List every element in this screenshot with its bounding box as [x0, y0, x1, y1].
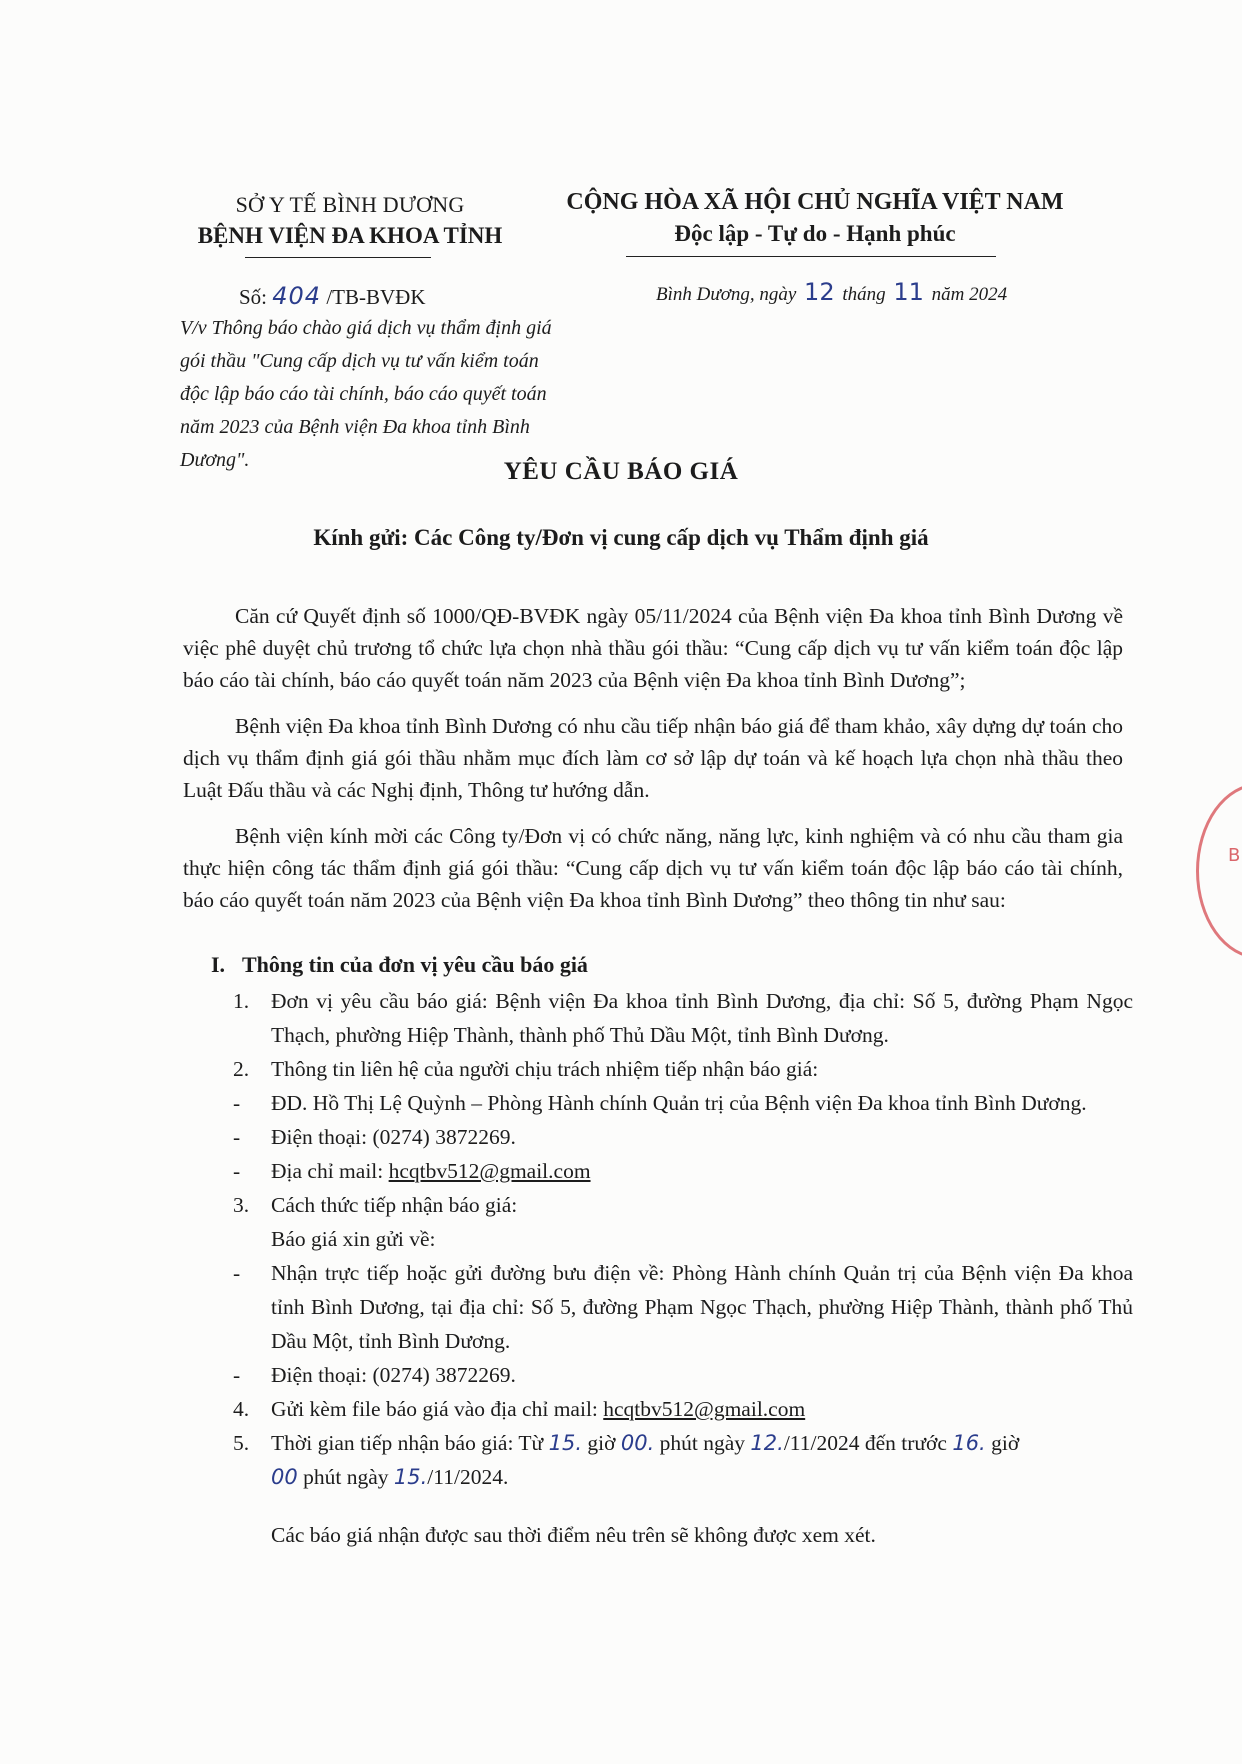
end-date-label: /11/2024.	[427, 1465, 509, 1489]
list-item-2	[233, 1052, 1133, 1086]
national-header	[550, 186, 1080, 250]
list-item-2a	[233, 1086, 1133, 1120]
list-item-3-sub	[233, 1222, 1133, 1256]
end-minute: 00	[271, 1465, 298, 1489]
list-item-3	[233, 1188, 1133, 1222]
list-item-4	[233, 1392, 1133, 1426]
issuer-hospital: BỆNH VIỆN ĐA KHOA TỈNH	[197, 223, 503, 248]
list-marker: 5.	[233, 1431, 250, 1455]
docno-suffix: /TB-BVĐK	[321, 285, 426, 309]
list-marker: 4.	[233, 1397, 250, 1421]
paragraph-legal-basis: Căn cứ Quyết định số 1000/QĐ-BVĐK ngày 05/11/2024 của Bệnh viện Đa khoa tỉnh Bình Dương về việc phê duyệt chủ trương tổ chức lựa chọn nhà thầu gói thầu: “Cung cấp dịch vụ tư vấn kiểm toán độc lập báo cáo tài chính, báo cáo quyết toán năm 2023 của Bệnh viện Đa khoa tỉnh Bình Dương”;	[183, 604, 1123, 692]
docno-prefix: Số:	[239, 285, 273, 309]
list-item-text: Đơn vị yêu cầu báo giá: Bệnh viện Đa khoa tỉnh Bình Dương, địa chỉ: Số 5, đường Phạm Ngọc Thạch, phường Hiệp Thành, thành phố Thủ Dầu Một, tỉnh Bình Dương.	[271, 989, 1133, 1047]
document-number	[239, 282, 426, 311]
time-text	[271, 1431, 1019, 1489]
list-item-text: Nhận trực tiếp hoặc gửi đường bưu điện về: Phòng Hành chính Quản trị của Bệnh viện Đa khoa tỉnh Bình Dương, tại địa chỉ: Số 5, đường Phạm Ngọc Thạch, phường Hiệp Thành, thành phố Thủ Dầu Một, tỉnh Bình Dương.	[271, 1261, 1133, 1353]
list-item-5	[233, 1426, 1133, 1494]
stamp-letter: B	[1228, 845, 1241, 866]
hour-label: giờ	[582, 1431, 621, 1455]
list-marker: 2.	[233, 1057, 250, 1081]
issuer-underline	[245, 257, 431, 258]
body-paragraphs	[183, 600, 1123, 930]
section-title: Thông tin của đơn vị yêu cầu báo giá	[242, 952, 588, 977]
national-motto: Độc lập - Tự do - Hạnh phúc	[674, 221, 956, 246]
date-line	[656, 278, 1007, 309]
minute-label: phút ngày	[654, 1431, 751, 1455]
start-minute: 00.	[620, 1431, 655, 1455]
recipient-line: Kính gửi: Các Công ty/Đơn vị cung cấp dịch vụ Thẩm định giá	[313, 525, 929, 550]
motto-underline	[626, 256, 996, 257]
list-dash: -	[233, 1363, 241, 1387]
list-dash: -	[233, 1091, 241, 1115]
list-dash: -	[233, 1125, 241, 1149]
closing-note: Các báo giá nhận được sau thời điểm nêu trên sẽ không được xem xét.	[271, 1523, 876, 1547]
date-month-label: tháng	[842, 284, 886, 305]
list-item-1	[233, 984, 1133, 1052]
list-item-2c	[233, 1154, 1133, 1188]
start-day: 12.	[750, 1431, 784, 1455]
issuer-agency: SỞ Y TẾ BÌNH DƯƠNG	[235, 192, 465, 217]
list-item-text: Cách thức tiếp nhận báo giá:	[271, 1193, 518, 1217]
list-item-3b	[233, 1358, 1133, 1392]
paragraph-purpose: Bệnh viện Đa khoa tỉnh Bình Dương có nhu cầu tiếp nhận báo giá để tham khảo, xây dựng dự toán cho dịch vụ thẩm định giá gói thầu nhằm mục đích làm cơ sở lập dự toán và kế hoạch lựa chọn nhà thầu theo Luật Đấu thầu và các Nghị định, Thông tư hướng dẫn.	[183, 714, 1123, 802]
email-label: Gửi kèm file báo giá vào địa chỉ mail:	[271, 1397, 604, 1421]
phone-text: Điện thoại: (0274) 3872269.	[271, 1363, 516, 1387]
until-label: /11/2024 đến trước	[783, 1431, 953, 1455]
stamp-seal	[1196, 783, 1242, 959]
docno-handwritten: 404	[272, 282, 322, 310]
section-1-heading	[211, 952, 588, 978]
phone-text: Điện thoại: (0274) 3872269.	[271, 1125, 516, 1149]
list-marker: 3.	[233, 1193, 250, 1217]
list-item-3a	[233, 1256, 1133, 1358]
list-dash: -	[233, 1261, 241, 1285]
date-day: 12	[804, 278, 835, 306]
hour-label: giờ	[985, 1431, 1020, 1455]
issuer-block	[150, 190, 550, 252]
list-item-text: ĐD. Hồ Thị Lệ Quỳnh – Phòng Hành chính Quản trị của Bệnh viện Đa khoa tỉnh Bình Dương.	[271, 1091, 1087, 1115]
list-dash: -	[233, 1159, 241, 1183]
document-subject: V/v Thông báo chào giá dịch vụ thẩm định giá gói thầu "Cung cấp dịch vụ tư vấn kiểm toán độc lập báo cáo tài chính, báo cáo quyết toán năm 2023 của Bệnh viện Đa khoa tỉnh Bình Dương".	[180, 317, 552, 471]
start-hour: 15.	[548, 1431, 582, 1455]
republic-title: CỘNG HÒA XÃ HỘI CHỦ NGHĨA VIỆT NAM	[566, 189, 1064, 215]
email-link[interactable]: hcqtbv512@gmail.com	[603, 1397, 806, 1421]
date-place: Bình Dương, ngày	[656, 284, 797, 305]
date-year: năm 2024	[931, 284, 1008, 305]
paragraph-invitation: Bệnh viện kính mời các Công ty/Đơn vị có chức năng, năng lực, kinh nghiệm và có nhu cầu tham gia thực hiện công tác thẩm định giá gói thầu: “Cung cấp dịch vụ tư vấn kiểm toán độc lập báo cáo tài chính, báo cáo quyết toán năm 2023 của Bệnh viện Đa khoa tỉnh Bình Dương” theo thông tin như sau:	[183, 824, 1123, 912]
info-list	[233, 984, 1133, 1494]
date-month: 11	[893, 278, 924, 306]
minute-label: phút ngày	[297, 1465, 394, 1489]
end-day: 15.	[393, 1465, 428, 1489]
section-number: I.	[211, 952, 226, 977]
list-item-text: Thông tin liên hệ của người chịu trách nhiệm tiếp nhận báo giá:	[271, 1057, 819, 1081]
list-item-2b	[233, 1120, 1133, 1154]
time-label: Thời gian tiếp nhận báo giá: Từ	[271, 1431, 549, 1455]
email-link[interactable]: hcqtbv512@gmail.com	[388, 1159, 591, 1183]
end-hour: 16.	[952, 1431, 986, 1455]
email-label: Địa chỉ mail:	[271, 1159, 389, 1183]
list-item-text: Báo giá xin gửi về:	[271, 1227, 436, 1251]
list-marker: 1.	[233, 989, 250, 1013]
document-title: YÊU CẦU BÁO GIÁ	[503, 458, 739, 485]
